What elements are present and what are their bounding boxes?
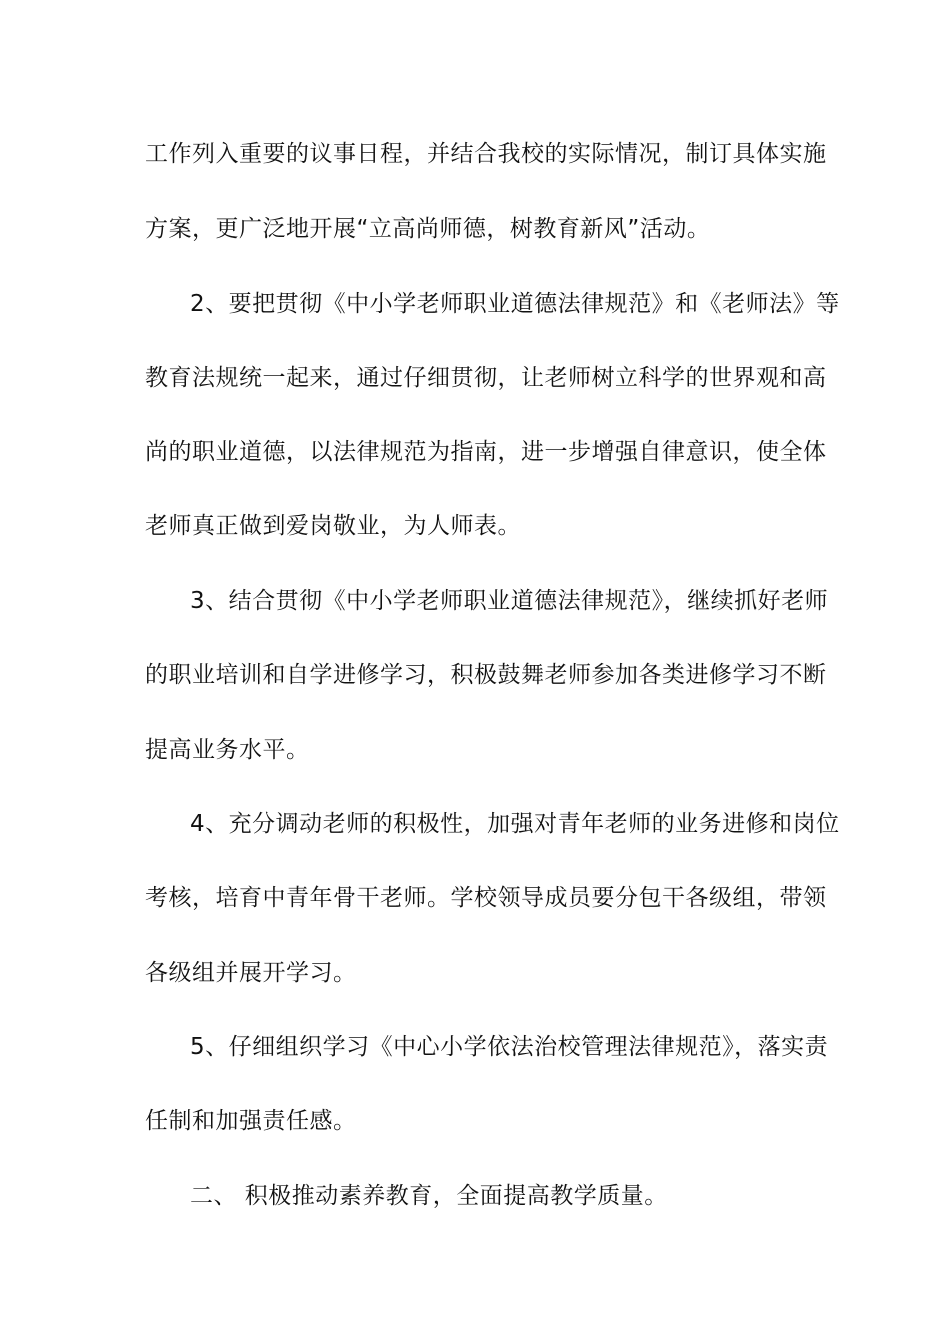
paragraph-line: 考核，培育中青年骨干老师。学校领导成员要分包干各级组，带领 xyxy=(145,885,827,911)
paragraph-line: 提高业务水平。 xyxy=(145,737,310,763)
paragraph-line: 任制和加强责任感。 xyxy=(145,1108,357,1134)
paragraph-line: 方案，更广泛地开展“立高尚师德，树教育新风”活动。 xyxy=(145,216,711,242)
paragraph-line: 尚的职业道德，以法律规范为指南，进一步增强自律意识，使全体 xyxy=(145,439,827,465)
section-heading: 二、 积极推动素养教育，全面提高教学质量。 xyxy=(190,1183,668,1209)
paragraph-line: 3、结合贯彻《中小学老师职业道德法律规范》，继续抓好老师 xyxy=(190,588,829,614)
paragraph-line: 4、充分调动老师的积极性，加强对青年老师的业务进修和岗位 xyxy=(190,811,840,837)
paragraph-line: 教育法规统一起来，通过仔细贯彻，让老师树立科学的世界观和高 xyxy=(145,365,827,391)
paragraph-line: 2、要把贯彻《中小学老师职业道德法律规范》和《老师法》等 xyxy=(190,291,840,317)
paragraph-line: 老师真正做到爱岗敬业，为人师表。 xyxy=(145,513,521,539)
paragraph-line: 工作列入重要的议事日程，并结合我校的实际情况，制订具体实施 xyxy=(145,141,827,167)
paragraph-line: 5、仔细组织学习《中心小学依法治校管理法律规范》，落实责 xyxy=(190,1034,829,1060)
paragraph-line: 的职业培训和自学进修学习，积极鼓舞老师参加各类进修学习不断 xyxy=(145,662,827,688)
paragraph-line: 各级组并展开学习。 xyxy=(145,960,357,986)
